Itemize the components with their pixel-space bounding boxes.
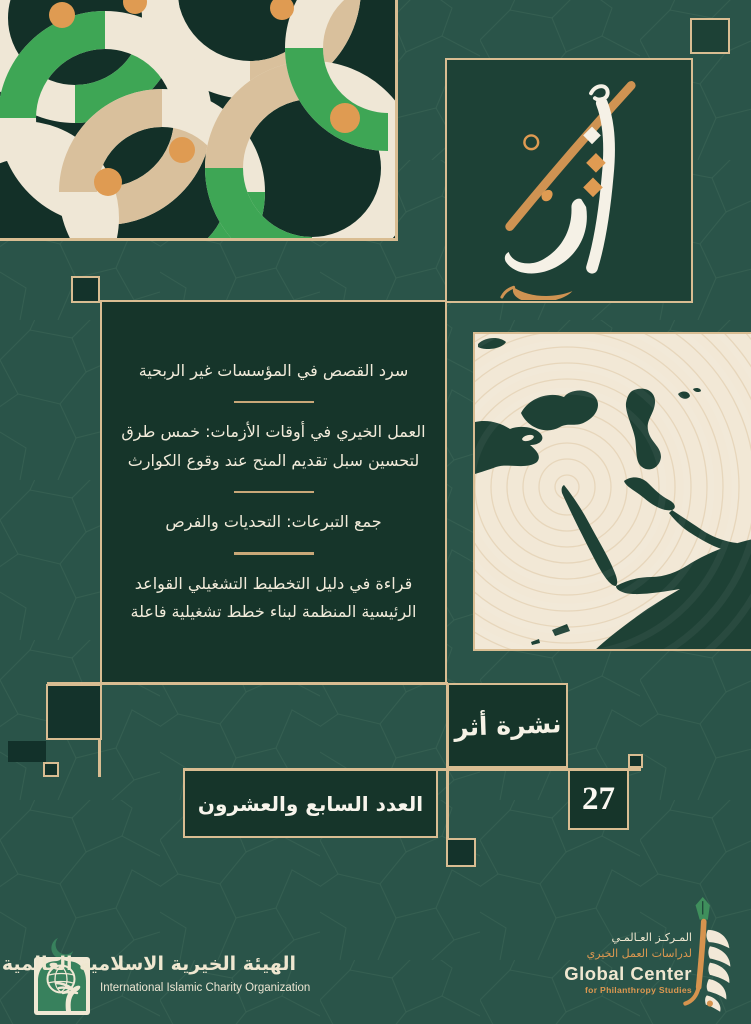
article-title: قراءة في دليل التخطيط التشغيلي القواعد الرئيسية المنظمة لبناء خطط تشغيلية فاعلة xyxy=(130,573,417,622)
rings-pattern-graphic xyxy=(0,0,395,238)
article-title: العمل الخيري في أوقات الأزمات: خمس طرق لتحسين سبل تقديم المنح عند وقوع الكوارث xyxy=(121,422,426,470)
ico-name-block xyxy=(1,948,311,995)
gcps-name-arabic-1: المـركـز العـالمـي xyxy=(611,931,692,944)
athar-calligraphy-icon xyxy=(447,60,690,300)
deco-square-beside-number xyxy=(628,754,643,768)
article-title: سرد القصص في المؤسسات غير الربحية xyxy=(138,360,409,380)
article-list-panel xyxy=(100,300,447,684)
issue-number-box xyxy=(568,769,629,830)
newsletter-name: نشرة أثر xyxy=(453,709,562,742)
gcps-name-english-2: for Philanthropy Studies xyxy=(585,984,692,995)
divider xyxy=(234,491,314,494)
gcps-pen-icon xyxy=(683,895,745,1023)
deco-square-panel-top xyxy=(71,276,100,303)
newsletter-name-box xyxy=(447,683,568,768)
gcps-name-english-1: Global Center xyxy=(564,962,692,984)
divider xyxy=(234,552,314,555)
deco-rect-solid xyxy=(8,741,46,762)
deco-square-tiny xyxy=(43,762,59,777)
map-box xyxy=(473,332,751,651)
masthead-corner-square xyxy=(690,18,730,54)
rings-artwork-block xyxy=(0,0,398,241)
issue-title-box xyxy=(183,769,438,838)
deco-square-panel-bottom xyxy=(46,684,102,740)
article-title: جمع التبرعات: التحديات والفرص xyxy=(165,512,382,532)
middle-east-map-graphic xyxy=(475,334,751,651)
ico-name-arabic: الهيئة الخيرية الاسلامية العالمية xyxy=(1,953,296,975)
gcps-name-block xyxy=(548,930,692,995)
issue-title: العدد السابع والعشرون xyxy=(197,791,424,816)
deco-square-under-issue xyxy=(446,838,476,867)
masthead-box xyxy=(445,58,693,303)
divider xyxy=(234,401,314,404)
gcps-name-arabic-2: لدراسات العمل الخيري xyxy=(586,946,692,960)
issue-number: 27 xyxy=(582,781,615,817)
ico-name-english: International Islamic Charity Organization xyxy=(100,982,311,995)
